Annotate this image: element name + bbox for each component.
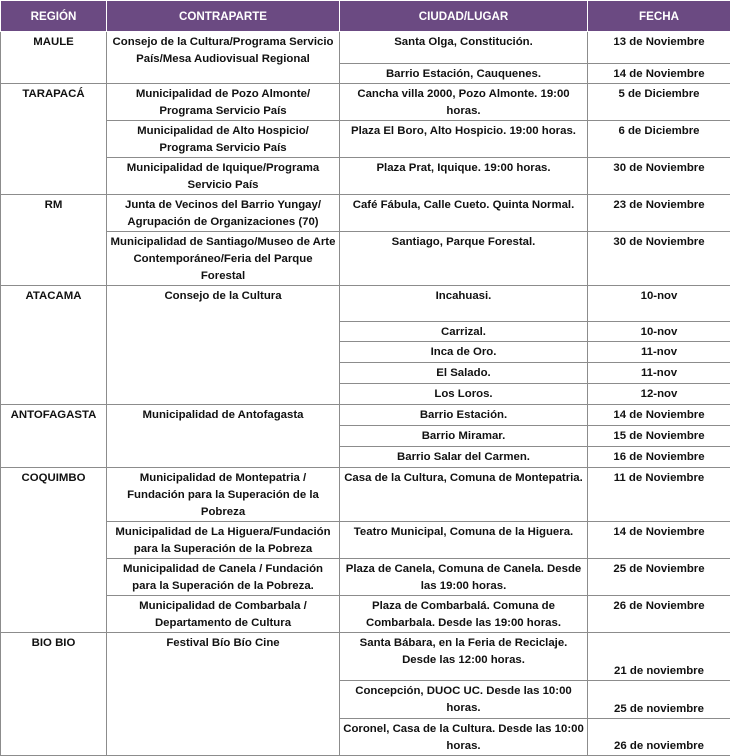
fecha-cell: 26 de Noviembre [588, 596, 730, 633]
contraparte-cell: Municipalidad de Combarbala / Departamento de Cultura [107, 596, 340, 633]
ciudad-cell: Barrio Salar del Carmen. [340, 447, 588, 468]
ciudad-cell: Teatro Municipal, Comuna de la Higuera. [340, 522, 588, 559]
region-cell: ATACAMA [1, 286, 107, 405]
ciudad-cell: Coronel, Casa de la Cultura. Desde las 10:00 horas. [340, 719, 588, 756]
fecha-cell: 11-nov [588, 342, 730, 363]
table-row [1, 468, 730, 522]
region-cell: ANTOFAGASTA [1, 405, 107, 468]
ciudad-cell: Casa de la Cultura, Comuna de Montepatria. [340, 468, 588, 522]
fecha-cell: 14 de Noviembre [588, 522, 730, 559]
table-row [1, 32, 730, 64]
table-body [1, 32, 730, 756]
header-contraparte: CONTRAPARTE [107, 1, 340, 32]
contraparte-cell: Consejo de la Cultura/Programa Servicio País/Mesa Audiovisual Regional [107, 32, 340, 84]
fecha-cell: 11-nov [588, 363, 730, 384]
ciudad-cell: Plaza Prat, Iquique. 19:00 horas. [340, 158, 588, 195]
fecha-cell: 21 de noviembre [588, 633, 730, 681]
contraparte-cell: Junta de Vecinos del Barrio Yungay/ Agrupación de Organizaciones (70) [107, 195, 340, 232]
fecha-cell: 30 de Noviembre [588, 232, 730, 286]
contraparte-cell: Municipalidad de Iquique/Programa Servicio País [107, 158, 340, 195]
contraparte-cell: Municipalidad de Canela / Fundación para la Superación de la Pobreza. [107, 559, 340, 596]
header-fecha: FECHA [588, 1, 730, 32]
table-row [1, 633, 730, 681]
table-row [1, 559, 730, 596]
ciudad-cell: Los Loros. [340, 384, 588, 405]
fecha-cell: 14 de Noviembre [588, 64, 730, 84]
fecha-cell: 11 de Noviembre [588, 468, 730, 522]
ciudad-cell: Plaza de Canela, Comuna de Canela. Desde las 19:00 horas. [340, 559, 588, 596]
fecha-cell: 26 de noviembre [588, 719, 730, 756]
table-row [1, 121, 730, 158]
contraparte-cell: Municipalidad de Montepatria / Fundación para la Superación de la Pobreza [107, 468, 340, 522]
region-cell: BIO BIO [1, 633, 107, 756]
region-cell: MAULE [1, 32, 107, 84]
table-row [1, 522, 730, 559]
header-ciudad: CIUDAD/LUGAR [340, 1, 588, 32]
ciudad-cell: Santa Bábara, en la Feria de Reciclaje. Desde las 12:00 horas. [340, 633, 588, 681]
ciudad-cell: Barrio Estación, Cauquenes. [340, 64, 588, 84]
contraparte-cell: Municipalidad de Alto Hospicio/ Programa Servicio País [107, 121, 340, 158]
region-cell: TARAPACÁ [1, 84, 107, 195]
fecha-cell: 14 de Noviembre [588, 405, 730, 426]
ciudad-cell: Barrio Miramar. [340, 426, 588, 447]
table-row [1, 286, 730, 322]
fecha-cell: 16 de Noviembre [588, 447, 730, 468]
table-row [1, 405, 730, 426]
header-row [1, 1, 730, 32]
fecha-cell: 10-nov [588, 286, 730, 322]
contraparte-cell: Municipalidad de Pozo Almonte/ Programa Servicio País [107, 84, 340, 121]
ciudad-cell: Concepción, DUOC UC. Desde las 10:00 horas. [340, 681, 588, 719]
ciudad-cell: El Salado. [340, 363, 588, 384]
contraparte-cell: Festival Bío Bío Cine [107, 633, 340, 756]
header-region: REGIÓN [1, 1, 107, 32]
fecha-cell: 13 de Noviembre [588, 32, 730, 64]
ciudad-cell: Cancha villa 2000, Pozo Almonte. 19:00 horas. [340, 84, 588, 121]
ciudad-cell: Incahuasi. [340, 286, 588, 322]
fecha-cell: 15 de Noviembre [588, 426, 730, 447]
table-row [1, 84, 730, 121]
ciudad-cell: Inca de Oro. [340, 342, 588, 363]
table-row [1, 158, 730, 195]
contraparte-cell: Municipalidad de Santiago/Museo de Arte Contemporáneo/Feria del Parque Forestal [107, 232, 340, 286]
fecha-cell: 12-nov [588, 384, 730, 405]
fecha-cell: 23 de Noviembre [588, 195, 730, 232]
fecha-cell: 5 de Diciembre [588, 84, 730, 121]
table-row [1, 232, 730, 286]
ciudad-cell: Plaza de Combarbalá. Comuna de Combarbala. Desde las 19:00 horas. [340, 596, 588, 633]
ciudad-cell: Santa Olga, Constitución. [340, 32, 588, 64]
fecha-cell: 25 de noviembre [588, 681, 730, 719]
ciudad-cell: Barrio Estación. [340, 405, 588, 426]
table-row [1, 195, 730, 232]
contraparte-cell: Municipalidad de La Higuera/Fundación para la Superación de la Pobreza [107, 522, 340, 559]
ciudad-cell: Plaza El Boro, Alto Hospicio. 19:00 horas. [340, 121, 588, 158]
table-row [1, 596, 730, 633]
fecha-cell: 25 de Noviembre [588, 559, 730, 596]
ciudad-cell: Café Fábula, Calle Cueto. Quinta Normal. [340, 195, 588, 232]
fecha-cell: 30 de Noviembre [588, 158, 730, 195]
region-cell: COQUIMBO [1, 468, 107, 633]
fecha-cell: 6 de Diciembre [588, 121, 730, 158]
contraparte-cell: Consejo de la Cultura [107, 286, 340, 405]
contraparte-cell: Municipalidad de Antofagasta [107, 405, 340, 468]
ciudad-cell: Santiago, Parque Forestal. [340, 232, 588, 286]
region-cell: RM [1, 195, 107, 286]
ciudad-cell: Carrizal. [340, 322, 588, 342]
fecha-cell: 10-nov [588, 322, 730, 342]
